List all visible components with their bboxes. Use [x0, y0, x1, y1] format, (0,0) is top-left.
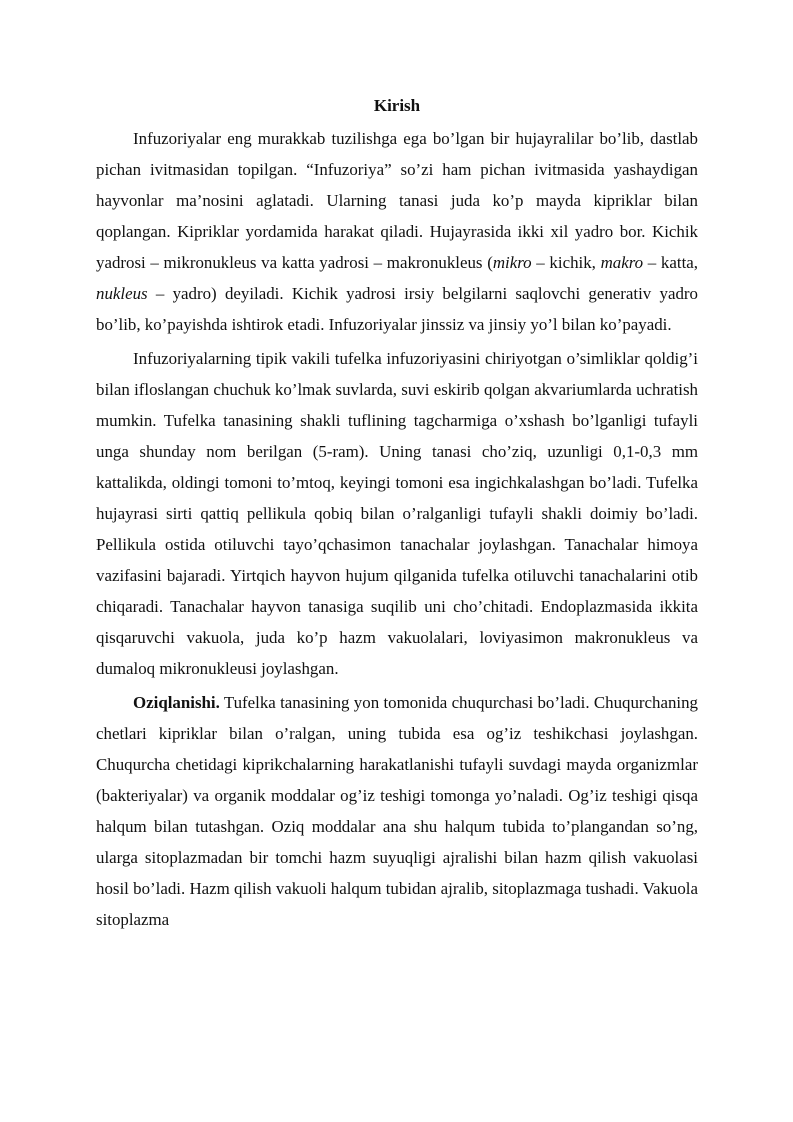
paragraph-text: Tufelka tanasining yon tomonida chuqurchasi bo’ladi. Chuqurchaning chetlari kipriklar bilan o’ralgan, uning tubida esa og’iz teshikchasi joylashgan. Chuqurcha chetidagi kiprikchalarning harakatlanishi tufayli suvdagi mayda organizmlar (bakteriyalar) va organik moddalar og’iz teshigi tomonga yo’naladi. Og’iz teshigi qisqa halqum bilan tutashgan. Oziq moddalar ana shu halqum tubida to’plangandan so’ng, ularga sitoplazmadan bir tomchi hazm suyuqligi ajralishi bilan hazm qilish vakuolasi hosil bo’ladi. Hazm qilish vakuoli halqum tubidan ajralib, sitoplazmaga tushadi. Vakuola sitoplazma: [96, 693, 698, 929]
term-nukleus: nukleus: [96, 284, 148, 303]
paragraph-text: – yadro) deyiladi. Kichik yadrosi irsiy belgilarni saqlovchi generativ yadro bo’lib, ko’payishda ishtirok etadi. Infuzoriyalar jinssiz va jinsiy yo’l bilan ko’payadi.: [96, 284, 698, 334]
document-title: Kirish: [373, 96, 421, 115]
paragraph-oziqlanishi: [96, 687, 698, 935]
paragraph-introduction: [96, 123, 698, 340]
paragraph-text: – katta,: [643, 253, 698, 272]
document-page: [96, 90, 698, 938]
term-mikro: mikro: [492, 253, 532, 272]
paragraph-text: – kichik,: [531, 253, 601, 272]
section-heading-oziqlanishi: Oziqlanishi.: [133, 693, 220, 712]
paragraph-tufelka: Infuzoriyalarning tipik vakili tufelka infuzoriyasini chiriyotgan o’simliklar qoldig’i bilan ifloslangan chuchuk ko’lmak suvlarda, suvi eskirib qolgan akvariumlarda uchratish mumkin. Tufelka tanasining shakli tuflining tagcharmiga o’xshash bo’lganligi tufayli unga shunday nom berilgan (5-ram). Uning tanasi cho’ziq, uzunligi 0,1-0,3 mm kattalikda, oldingi tomoni to’mtoq, keyingi tomoni esa ingichkalashgan bo’ladi. Tufelka hujayrasi sirti qattiq pellikula qobiq bilan o’ralganligi tufayli shakli doimiy bo’ladi. Pellikula ostida otiluvchi tayo’qchasimon tanachalar joylashgan. Tanachalar himoya vazifasini bajaradi. Yirtqich hayvon hujum qilganida tufelka otiluvchi tanachalarini otib chiqaradi. Tanachalar hayvon tanasiga suqilib uni cho’chitadi. Endoplazmasida ikkita qisqaruvchi vakuola, juda ko’p hazm vakuolalari, loviyasimon makronukleus va dumaloq mikronukleusi joylashgan.: [96, 349, 698, 678]
term-makro: makro: [600, 253, 644, 272]
paragraph-text: Infuzoriyalar eng murakkab tuzilishga ega bo’lgan bir hujayralilar bo’lib, dastlab pichan ivitmasidan topilgan. “Infuzoriya” so’zi ham pichan ivitmasida yashaydigan hayvonlar ma’nosini aglatadi. Ularning tanasi juda ko’p mayda kipriklar bilan qoplangan. Kipriklar yordamida harakat qiladi. Hujayrasida ikki xil yadro bor. Kichik yadrosi – mikronukleus va katta yadrosi – makronukleus (: [96, 129, 698, 272]
